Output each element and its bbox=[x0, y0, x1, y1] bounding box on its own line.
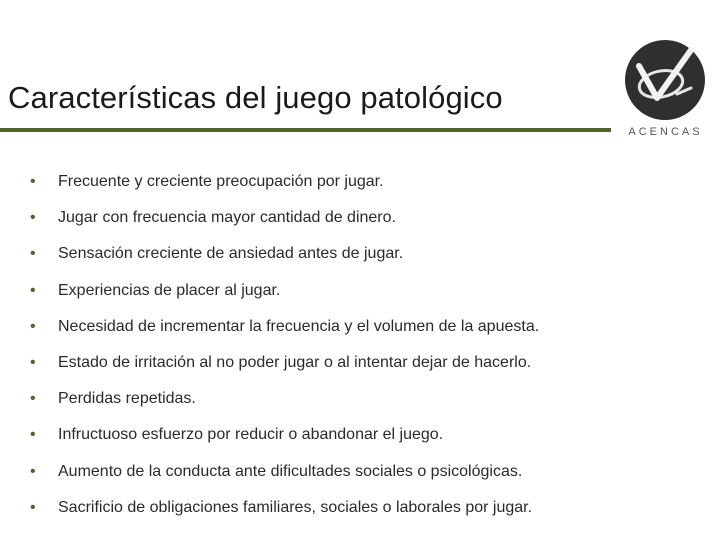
list-item bbox=[28, 200, 708, 236]
bullet-icon: • bbox=[30, 462, 36, 480]
bullet-icon: • bbox=[30, 354, 36, 372]
list-item bbox=[28, 236, 708, 272]
bullet-icon: • bbox=[30, 173, 36, 191]
bullet-text: Sacrificio de obligaciones familiares, sociales o laborales por jugar. bbox=[58, 498, 533, 516]
list-item bbox=[28, 164, 708, 200]
list-item bbox=[28, 309, 708, 345]
bullet-icon: • bbox=[30, 245, 36, 263]
list-item bbox=[28, 490, 708, 526]
list-item bbox=[28, 273, 708, 309]
list-item bbox=[28, 417, 708, 453]
bullet-icon: • bbox=[30, 281, 36, 299]
list-item bbox=[28, 345, 708, 381]
bullet-icon: • bbox=[30, 426, 36, 444]
bullet-icon: • bbox=[30, 390, 36, 408]
acencas-logo bbox=[611, 30, 720, 148]
title-underline bbox=[0, 128, 612, 132]
logo-emblem-icon bbox=[617, 36, 713, 126]
list-item bbox=[28, 454, 708, 490]
bullet-text: Frecuente y creciente preocupación por jugar. bbox=[58, 173, 384, 191]
bullet-icon: • bbox=[30, 209, 36, 227]
bullet-text: Infructuoso esfuerzo por reducir o abandonar el juego. bbox=[58, 426, 444, 444]
list-item bbox=[28, 381, 708, 417]
slide-title: Características del juego patológico bbox=[8, 80, 503, 115]
bullet-text: Jugar con frecuencia mayor cantidad de dinero. bbox=[58, 209, 396, 227]
bullet-list bbox=[28, 164, 708, 526]
bullet-text: Perdidas repetidas. bbox=[58, 390, 196, 408]
bullet-text: Estado de irritación al no poder jugar o al intentar dejar de hacerlo. bbox=[58, 354, 532, 372]
bullet-icon: • bbox=[30, 498, 36, 516]
logo-text: ACENCAS bbox=[628, 126, 703, 138]
bullet-text: Necesidad de incrementar la frecuencia y el volumen de la apuesta. bbox=[58, 317, 540, 335]
bullet-icon: • bbox=[30, 317, 36, 335]
bullet-text: Experiencias de placer al jugar. bbox=[58, 281, 281, 299]
bullet-text: Aumento de la conducta ante dificultades sociales o psicológicas. bbox=[58, 462, 523, 480]
bullet-text: Sensación creciente de ansiedad antes de jugar. bbox=[58, 245, 404, 263]
